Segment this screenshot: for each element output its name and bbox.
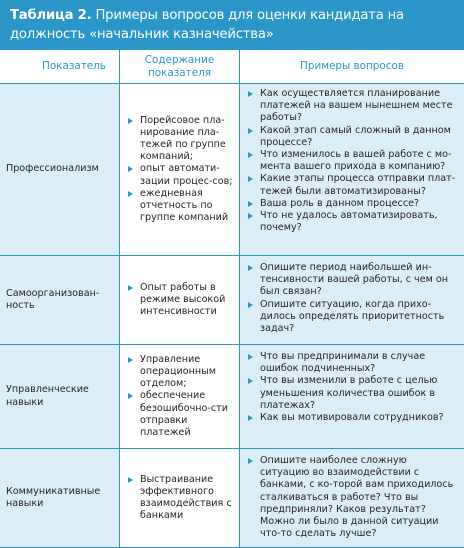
- question-item: Опишите ситуацию, когда прихо-дилось определять приоритетность задач?: [246, 299, 458, 336]
- content-item: обеспечение безошибочно-сти отправки платежей: [126, 390, 235, 439]
- table-title: [0, 0, 464, 50]
- question-item: Что вы изменили в работе с целью уменьшения количества ошибок в платежах?: [246, 375, 458, 412]
- row-questions: [240, 84, 464, 256]
- header-indicator: Показатель: [0, 50, 120, 84]
- question-item: Что вы предпринимали в случае ошибок подчиненных?: [246, 351, 458, 375]
- header-questions: Примеры вопросов: [240, 50, 464, 84]
- question-item: Какой этап самый сложный в данном процессе?: [246, 125, 458, 149]
- content-item: Управление операционным отделом;: [126, 354, 235, 391]
- question-item: Опишите период наибольшей ин-тенсивности вашей работы, с чем он был связан?: [246, 262, 458, 299]
- content-item: ежедневная отчетность по группе компаний: [126, 188, 235, 225]
- content-item: Порейсовое пла-нирование пла-тежей по группе компаний;: [126, 115, 235, 164]
- questions-table: [0, 50, 464, 548]
- row-indicator: Управленческие навыки: [0, 345, 120, 449]
- row-indicator: Самоорганизован-ность: [0, 256, 120, 345]
- question-item: Ваша роль в данном процессе?: [246, 198, 458, 210]
- row-indicator: Профессионализм: [0, 84, 120, 256]
- table-title-label: Таблица 2.: [10, 8, 92, 23]
- question-item: Как осуществляется планирование платежей на вашем нынешнем месте работы?: [246, 88, 458, 125]
- row-content: [120, 84, 240, 256]
- content-item: опыт автомати-зации процес-сов;: [126, 163, 235, 187]
- row-questions: [240, 256, 464, 345]
- question-item: Что изменилось в вашей работе с мо-мента вашего прихода в компанию?: [246, 149, 458, 173]
- row-content: [120, 449, 240, 548]
- content-item: Опыт работы в режиме высокой интенсивности: [126, 282, 235, 319]
- row-content: [120, 345, 240, 449]
- row-questions: [240, 345, 464, 449]
- content-item: Выстраивание эффективного взаимодействия с банками: [126, 474, 235, 523]
- row-questions: [240, 449, 464, 548]
- row-indicator: Коммуникативные навыки: [0, 449, 120, 548]
- header-content: Содержание показателя: [120, 50, 240, 84]
- question-item: Какие этапы процесса отправки плат-тежей были автоматизированы?: [246, 173, 458, 197]
- question-item: Опишите наиболее сложную ситуацию во взаимодействии с банками, с ко-торой вам приходилось сталкиваться в работе? Что вы предприняли? Каков результат? Можно ли было в данной ситуации что-то сделать лучше?: [246, 455, 458, 540]
- row-content: [120, 256, 240, 345]
- question-item: Как вы мотивировали сотрудников?: [246, 412, 458, 424]
- table-title-text: Примеры вопросов для оценки кандидата на должность «начальник казначейства»: [10, 8, 404, 42]
- question-item: Что не удалось автоматизировать, почему?: [246, 210, 458, 234]
